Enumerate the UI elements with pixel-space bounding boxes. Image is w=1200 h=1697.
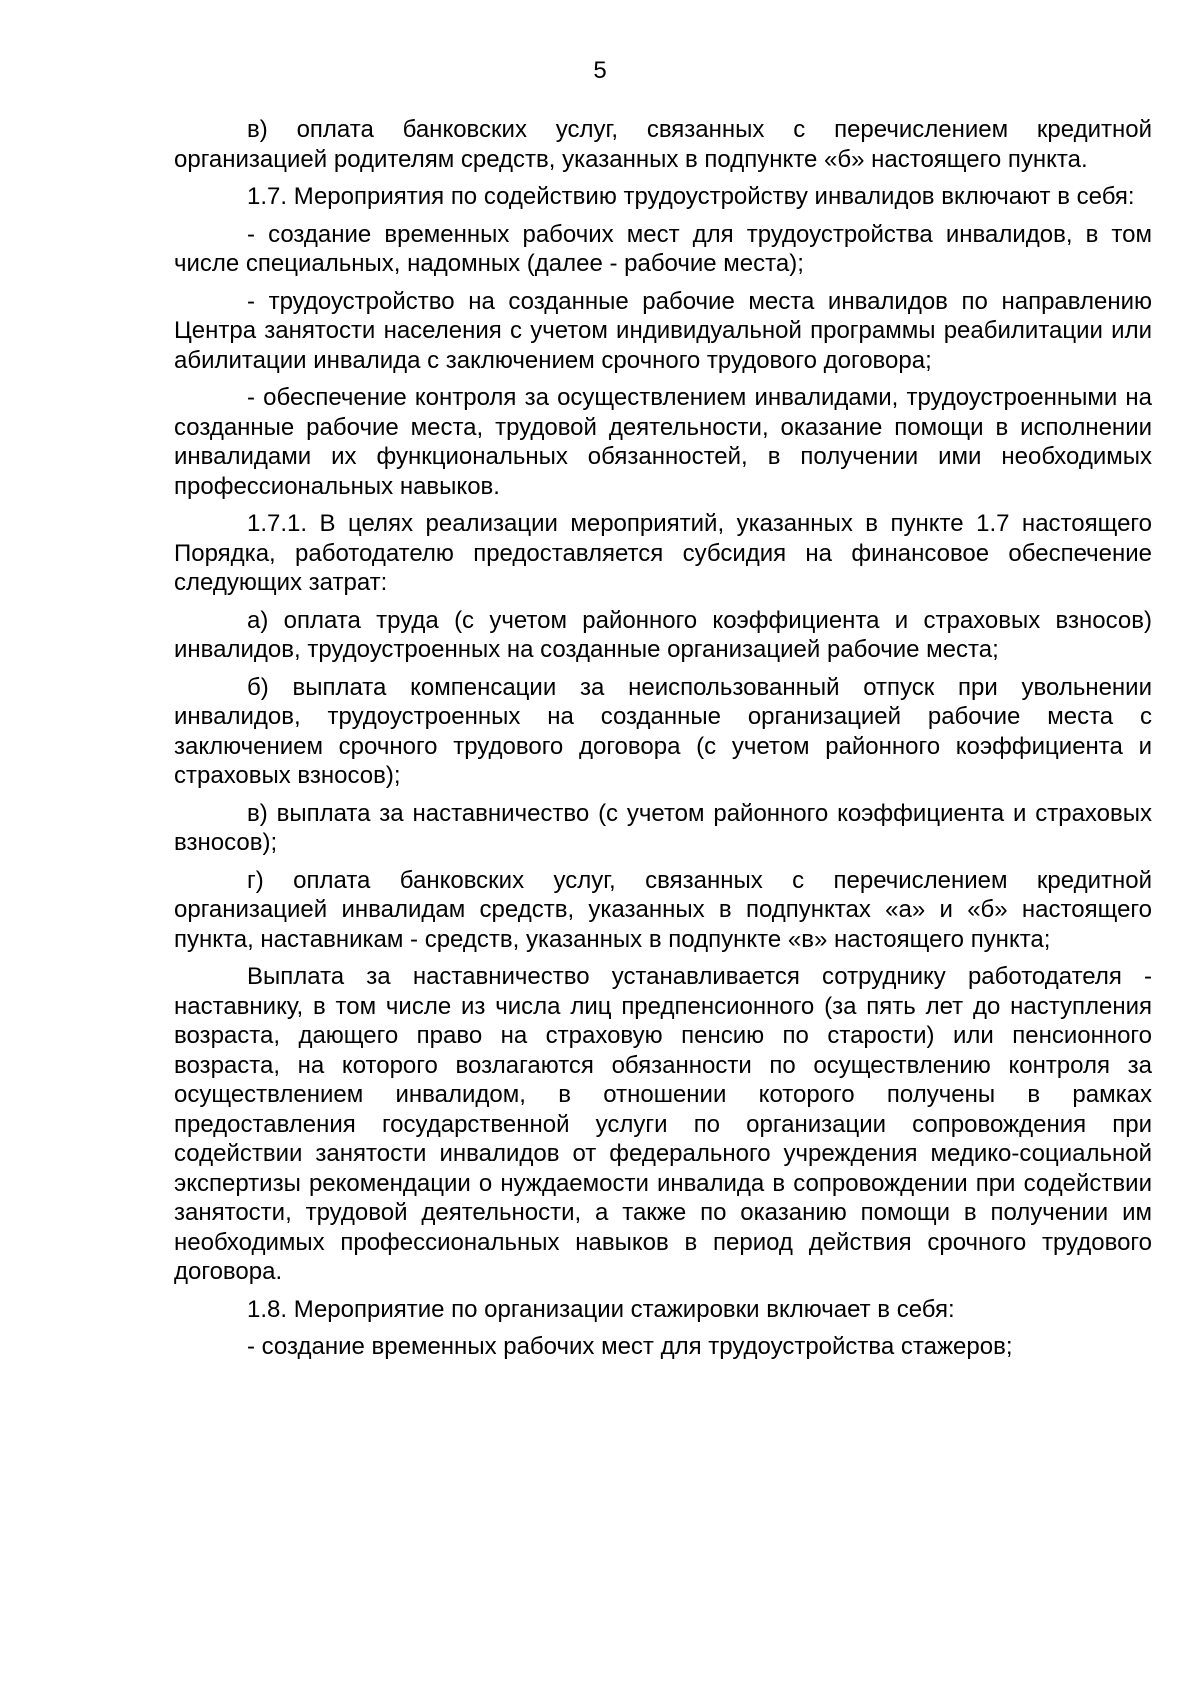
paragraph-item-v-bank-services: в) оплата банковских услуг, связанных с перечислением кредитной организацией родителям средств, указанных в подпункте «б» настоящего пункта. <box>174 116 1152 173</box>
page-number: 5 <box>593 57 607 84</box>
paragraph-intern-workplaces: - создание временных рабочих мест для трудоустройства стажеров; <box>247 1333 1013 1360</box>
paragraph-1-8: 1.8. Мероприятие по организации стажировки включает в себя: <box>247 1295 955 1323</box>
paragraph-mentorship: Выплата за наставничество устанавливается сотруднику работодателя - наставнику, в том числе из числа лиц предпенсионного (за пять лет до наступления возраста, дающего право на страховую пенсию по старости) или пенсионного возраста, на которого возлагаются обязанности по осуществлению контроля за осуществлением инвалидом, в отношении которого получены в рамках предоставления государственной услуги по организации сопровождения при содействии занятости инвалидов от федерального учреждения медико-социальной экспертизы рекомендации о нуждаемости инвалида в сопровождении при содействии занятости, трудовой деятельности, а также по оказанию помощи в получении им необходимых профессиональных навыков в период действия срочного трудового договора. <box>174 963 1152 1285</box>
paragraph-create-workplaces: - создание временных рабочих мест для трудоустройства инвалидов, в том числе специальных, надомных (далее - рабочие места); <box>174 220 1152 277</box>
paragraph-1-7-1: 1.7.1. В целях реализации мероприятий, указанных в пункте 1.7 настоящего Порядка, работодателю предоставляется субсидия на финансовое обеспечение следующих затрат: <box>174 510 1152 596</box>
paragraph-1-7: 1.7. Мероприятия по содействию трудоустройству инвалидов включают в себя: <box>247 183 1135 210</box>
paragraph-employment: - трудоустройство на созданные рабочие места инвалидов по направлению Центра занятости населения с учетом индивидуальной программы реабилитации или абилитации инвалида с заключением срочного трудового договора; <box>174 287 1152 374</box>
paragraph-control: - обеспечение контроля за осуществлением инвалидами, трудоустроенными на созданные рабочие места, трудовой деятельности, оказание помощи в исполнении инвалидами их функциональных обязанностей, в получении ими необходимых профессиональных навыков. <box>174 384 1152 500</box>
document-body <box>174 115 1152 1362</box>
paragraph-item-g: г) оплата банковских услуг, связанных с перечислением кредитной организацией инвалидам средств, указанных в подпунктах «а» и «б» настоящего пункта, наставникам - средств, указанных в подпункте «в» настоящего пункта; <box>174 866 1152 953</box>
paragraph-item-a: а) оплата труда (с учетом районного коэффициента и страховых взносов) инвалидов, трудоустроенных на созданные организацией рабочие места; <box>174 606 1152 663</box>
paragraph-item-b: б) выплата компенсации за неиспользованный отпуск при увольнении инвалидов, трудоустроенных на созданные организацией рабочие места с заключением срочного трудового договора (с учетом районного коэффициента и страховых взносов); <box>174 673 1152 789</box>
paragraph-item-v: в) выплата за наставничество (с учетом районного коэффициента и страховых взносов); <box>174 799 1152 856</box>
